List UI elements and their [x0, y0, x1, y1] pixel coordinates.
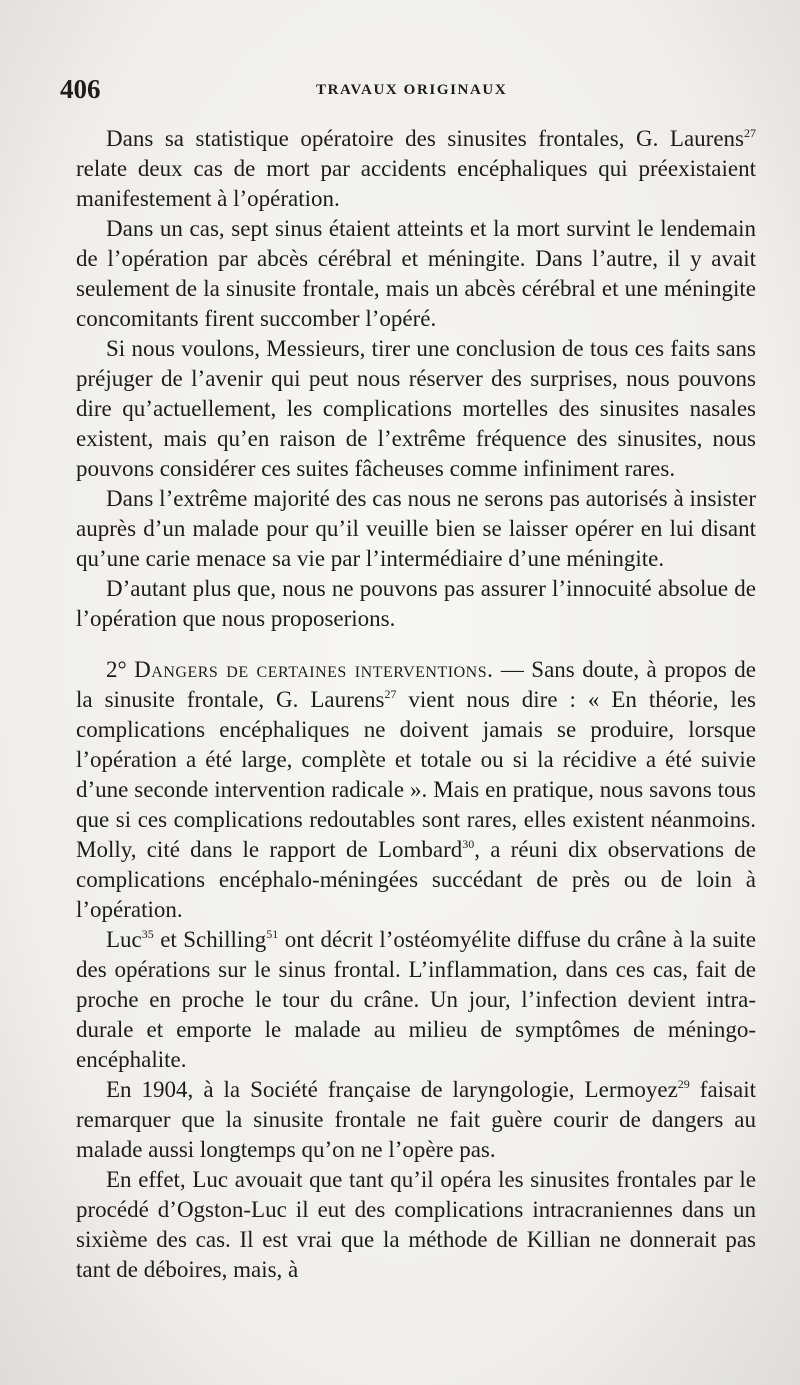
- paragraph-laurens-statistics: Dans sa statistique opératoire des sinusites frontales, G. Laurens$^{27}$ relate deux cas de mort par accidents encéphaliques qui préexistaient manifestement à l’opération.: [76, 126, 756, 211]
- section-heading: Dangers de certaines interventions.: [134, 657, 494, 682]
- paragraph-majority-cases: Dans l’extrême majorité des cas nous ne serons pas autorisés à insister auprès d’un malade pour qu’il veuille bien se laisser opérer en lui disant qu’une carie menace sa vie par l’intermédiaire d’une méningite.: [76, 486, 756, 571]
- footnote-ref: 29: [677, 1077, 690, 1091]
- page-body: [76, 124, 756, 1285]
- footnote-ref: 27: [384, 687, 397, 701]
- paragraph-dangers-section: 2° Dangers de certaines interventions. — Sans doute, à propos de la sinusite frontale, G. Laurens$^{27}$ vient nous dire : « En théorie, les complications encéphaliques ne doivent jamais se produire, lorsque l’opération a été large, complète et totale ou si la récidive a été suivie d’une seconde intervention radicale ». Mais en pratique, nous savons tous que si ces complications redoutables sont rares, elles existent néanmoins. Molly, cité dans le rapport de Lombard$^{30}$, a réuni dix observations de complications encéphalo-méningées succédant de près ou de loin à l’opération.: [76, 657, 756, 922]
- section-gap: [76, 634, 756, 655]
- paragraph-conclusion: Si nous voulons, Messieurs, tirer une conclusion de tous ces faits sans préjuger de l’avenir qui peut nous réserver des surprises, nous pouvons dire qu’actuellement, les complications mortelles des sinusites nasales existent, mais qu’en raison de l’extrême fréquence des sinusites, nous pouvons considérer ces suites fâcheuses comme infiniment rares.: [76, 336, 756, 481]
- footnote-ref: 27: [744, 126, 756, 140]
- footnote-ref: 35: [141, 927, 154, 941]
- paragraph-luc-method: En effet, Luc avouait que tant qu’il opéra les sinusites frontales par le procédé d’Ogston-Luc il eut des complications intracraniennes dans un sixième des cas. Il est vrai que la méthode de Killian ne donnerait pas tant de déboires, mais, à: [76, 1167, 756, 1282]
- paragraph-lermoyez: En 1904, à la Société française de laryngologie, Lermoyez$^{29}$ faisait remarquer que la sinusite frontale ne fait guère courir de dangers au malade aussi longtemps qu’on ne l’opère pas.: [76, 1077, 757, 1162]
- footnote-ref: 30: [462, 837, 475, 851]
- paragraph-case-description: Dans un cas, sept sinus étaient atteints et la mort survint le lendemain de l’opération par abcès cérébral et méningite. Dans l’autre, il y avait seulement de la sinusite frontale, mais un abcès cérébral et une méningite concomitants firent succomber l’opéré.: [76, 216, 756, 331]
- section-number: 2°: [106, 657, 135, 682]
- running-title: TRAVAUX ORIGINAUX: [316, 82, 508, 98]
- footnote-ref: 51: [266, 927, 279, 941]
- page-header: [60, 74, 760, 110]
- paragraph-innocuity: D’autant plus que, nous ne pouvons pas assurer l’innocuité absolue de l’opération que nous proposerions.: [76, 576, 756, 631]
- paragraph-osteomyelitis: Luc$^{35}$ et Schilling$^{51}$ ont décrit l’ostéomyélite diffuse du crâne à la suite des opérations sur le sinus frontal. L’inflammation, dans ces cas, fait de proche en proche le tour du crâne. Un jour, l’infection devient intra-durale et emporte le malade au milieu de symptômes de méningo-encéphalite.: [76, 927, 756, 1072]
- page-number: 406: [60, 74, 101, 104]
